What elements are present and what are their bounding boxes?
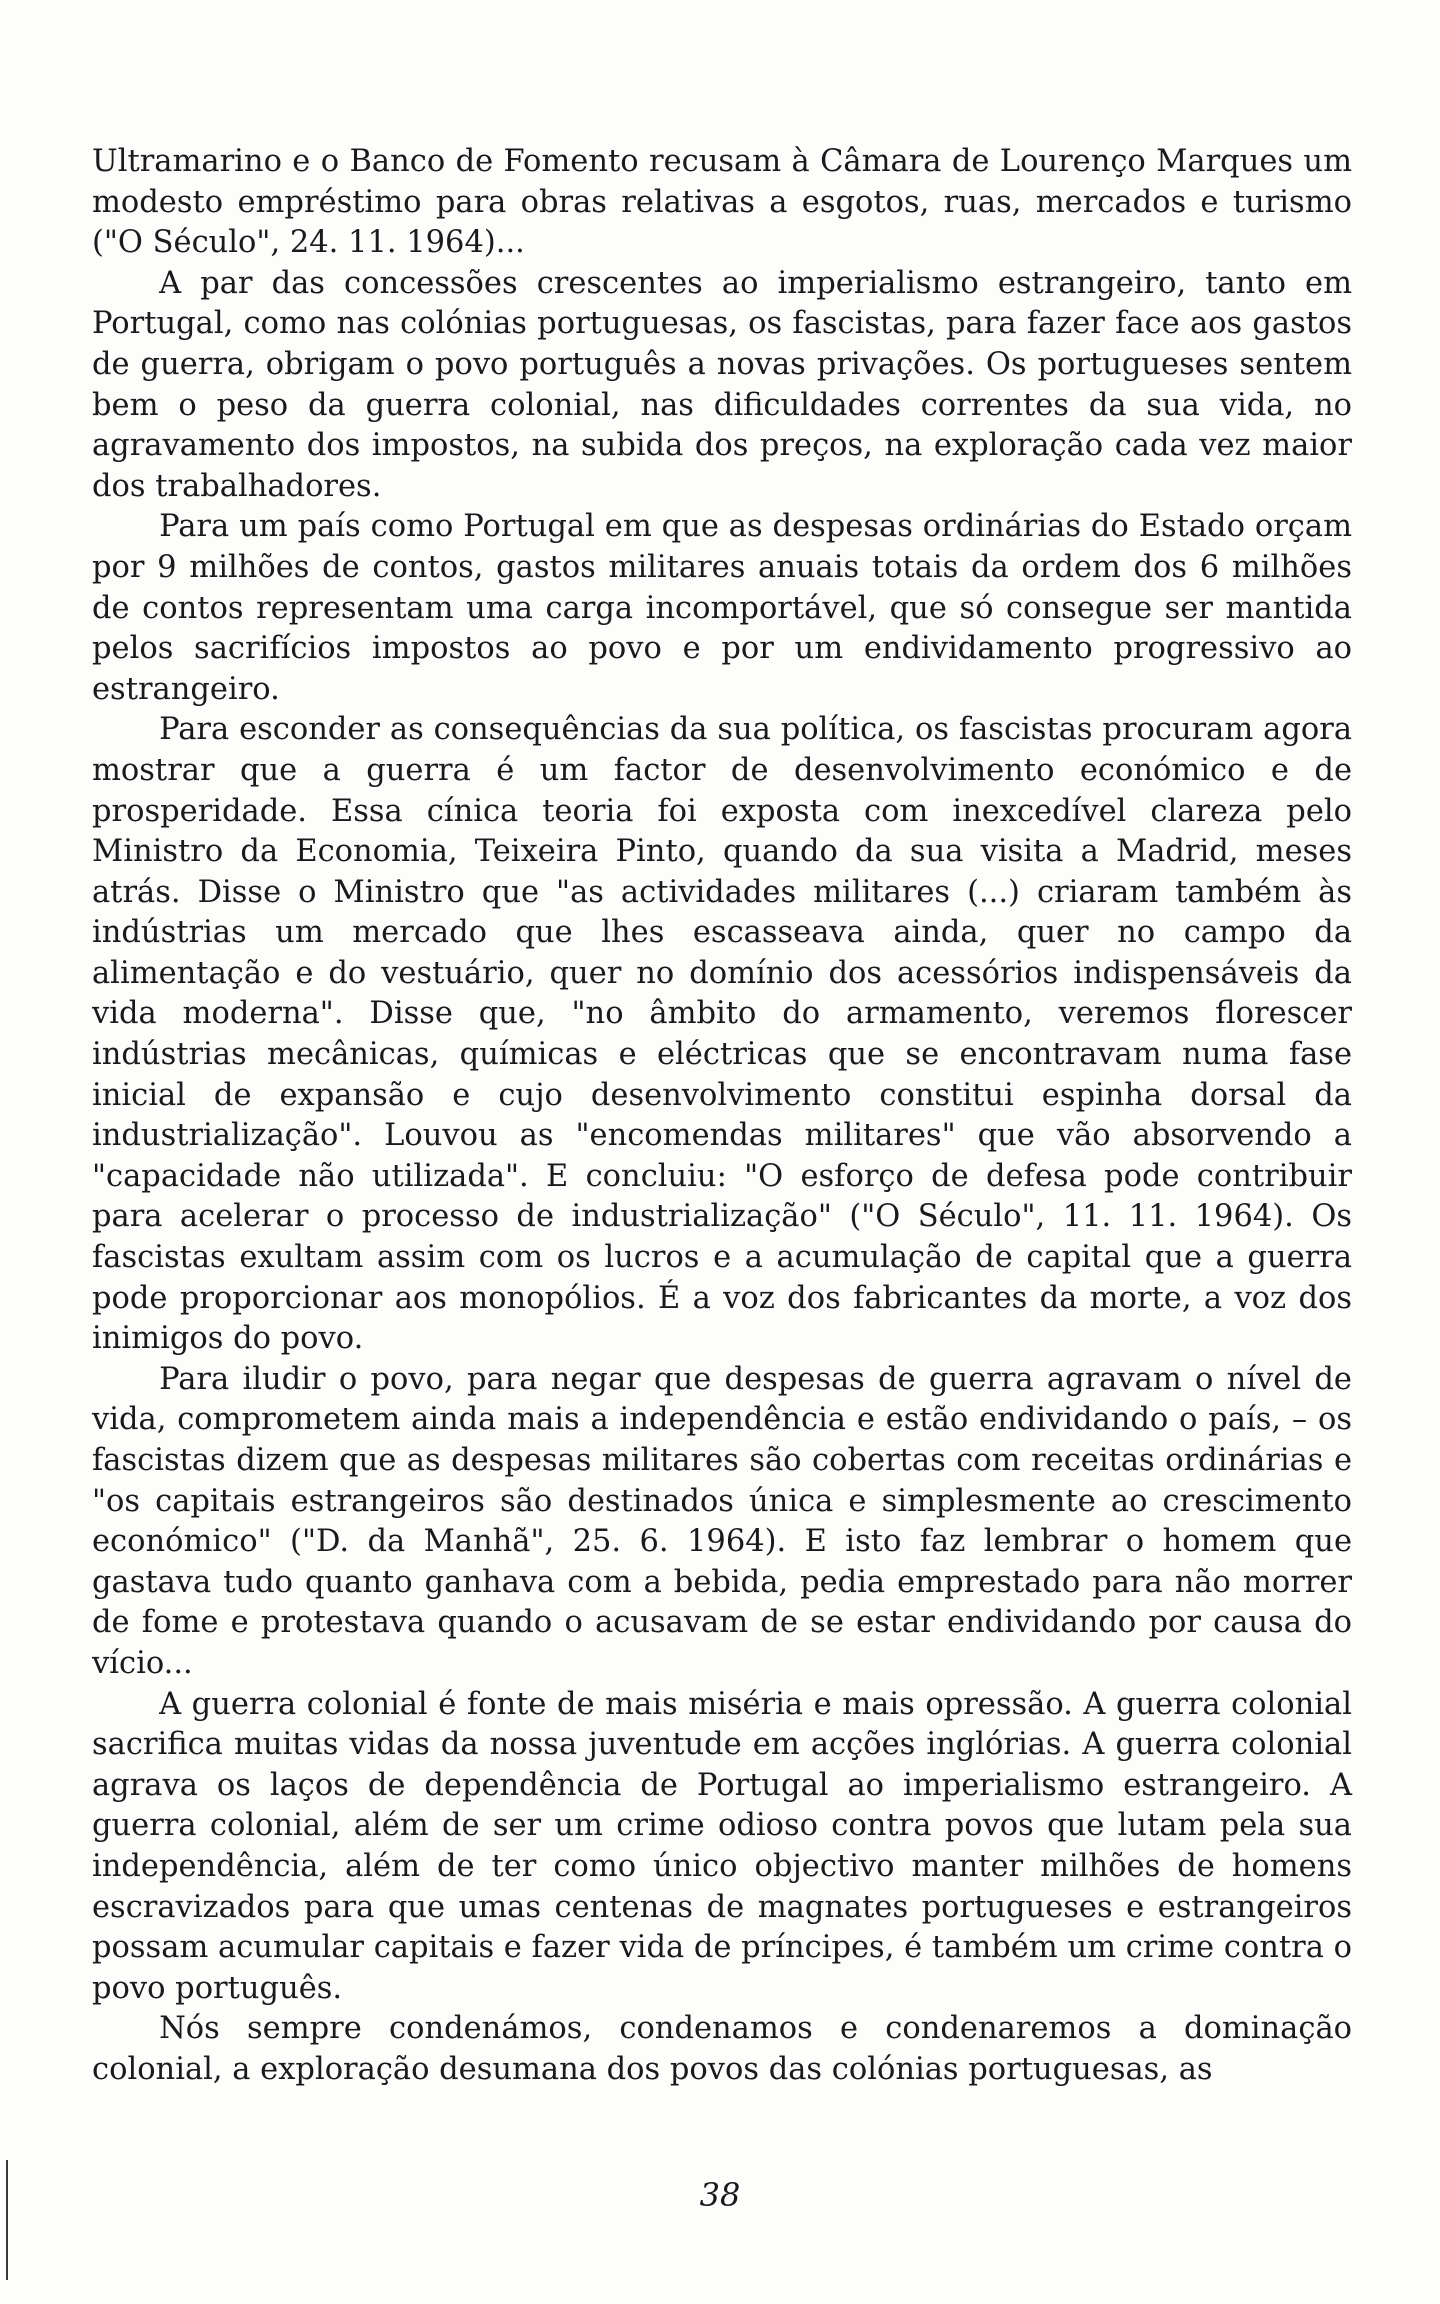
page-number: 38 [699, 2176, 741, 2214]
paragraph-2: A par das concessões crescentes ao imperialismo estrangeiro, tanto em Portugal, como nas colónias portuguesas, os fascistas, para fazer face aos gastos de guerra, obrigam o povo português a novas privações. Os portugueses sentem bem o peso da guerra colonial, nas dificuldades correntes da sua vida, no agravamento dos impostos, na subida dos preços, na exploração cada vez maior dos trabalhadores. [92, 265, 1352, 504]
scan-edge-mark [6, 2160, 8, 2280]
paragraph-3: Para um país como Portugal em que as despesas ordinárias do Estado orçam por 9 milhões de contos, gastos militares anuais totais da ordem dos 6 milhões de contos representam uma carga incomportável, que só consegue ser mantida pelos sacrifícios impostos ao povo e por um endividamento progressivo ao estrangeiro. [92, 509, 1352, 707]
body-text [92, 142, 1352, 2091]
paragraph-6: A guerra colonial é fonte de mais miséria e mais opressão. A guerra colonial sacrifica muitas vidas da nossa juventude em acções inglórias. A guerra colonial agrava os laços de dependência de Portugal ao imperialismo estrangeiro. A guerra colonial, além de ser um crime odioso contra povos que lutam pela sua independência, além de ter como único objectivo manter milhões de homens escravizados para que umas centenas de magnates portugueses e estrangeiros possam acumular capitais e fazer vida de príncipes, é também um crime contra o povo português. [92, 1686, 1352, 2006]
paragraph-1: Ultramarino e o Banco de Fomento recusam à Câmara de Lourenço Marques um modesto empréstimo para obras relativas a esgotos, ruas, mercados e turismo ("O Século", 24. 11. 1964)... [92, 144, 1352, 261]
paragraph-5: Para iludir o povo, para negar que despesas de guerra agravam o nível de vida, comprometem ainda mais a independência e estão endividando o país, – os fascistas dizem que as despesas militares são cobertas com receitas ordinárias e "os capitais estrangeiros são destinados única e simplesmente ao crescimento económico" ("D. da Manhã", 25. 6. 1964). E isto faz lembrar o homem que gastava tudo quanto ganhava com a bebida, pedia emprestado para não morrer de fome e protestava quando o acusavam de se estar endividando por causa do vício... [92, 1361, 1352, 1681]
paragraph-4: Para esconder as consequências da sua política, os fascistas procuram agora mostrar que a guerra é um factor de desenvolvimento económico e de prosperidade. Essa cínica teoria foi exposta com inexcedível clareza pelo Ministro da Economia, Teixeira Pinto, quando da sua visita a Madrid, meses atrás. Disse o Ministro que "as actividades militares (...) criaram também às indústrias um mercado que lhes escasseava ainda, quer no campo da alimentação e do vestuário, quer no domínio dos acessórios indispensáveis da vida moderna". Disse que, "no âmbito do armamento, veremos florescer indústrias mecânicas, químicas e eléctricas que se encontravam numa fase inicial de expansão e cujo desenvolvimento constitui espinha dorsal da industrialização". Louvou as "encomendas militares" que vão absorvendo a "capacidade não utilizada". E concluiu: "O esforço de defesa pode contribuir para acelerar o processo de industrialização" ("O Século", 11. 11. 1964). Os fascistas exultam assim com os lucros e a acumulação de capital que a guerra pode proporcionar aos monopólios. É a voz dos fabricantes da morte, a voz dos inimigos do povo. [92, 712, 1352, 1357]
paragraph-7: Nós sempre condenámos, condenamos e condenaremos a dominação colonial, a exploração desumana dos povos das colónias portuguesas, as [92, 2011, 1352, 2087]
